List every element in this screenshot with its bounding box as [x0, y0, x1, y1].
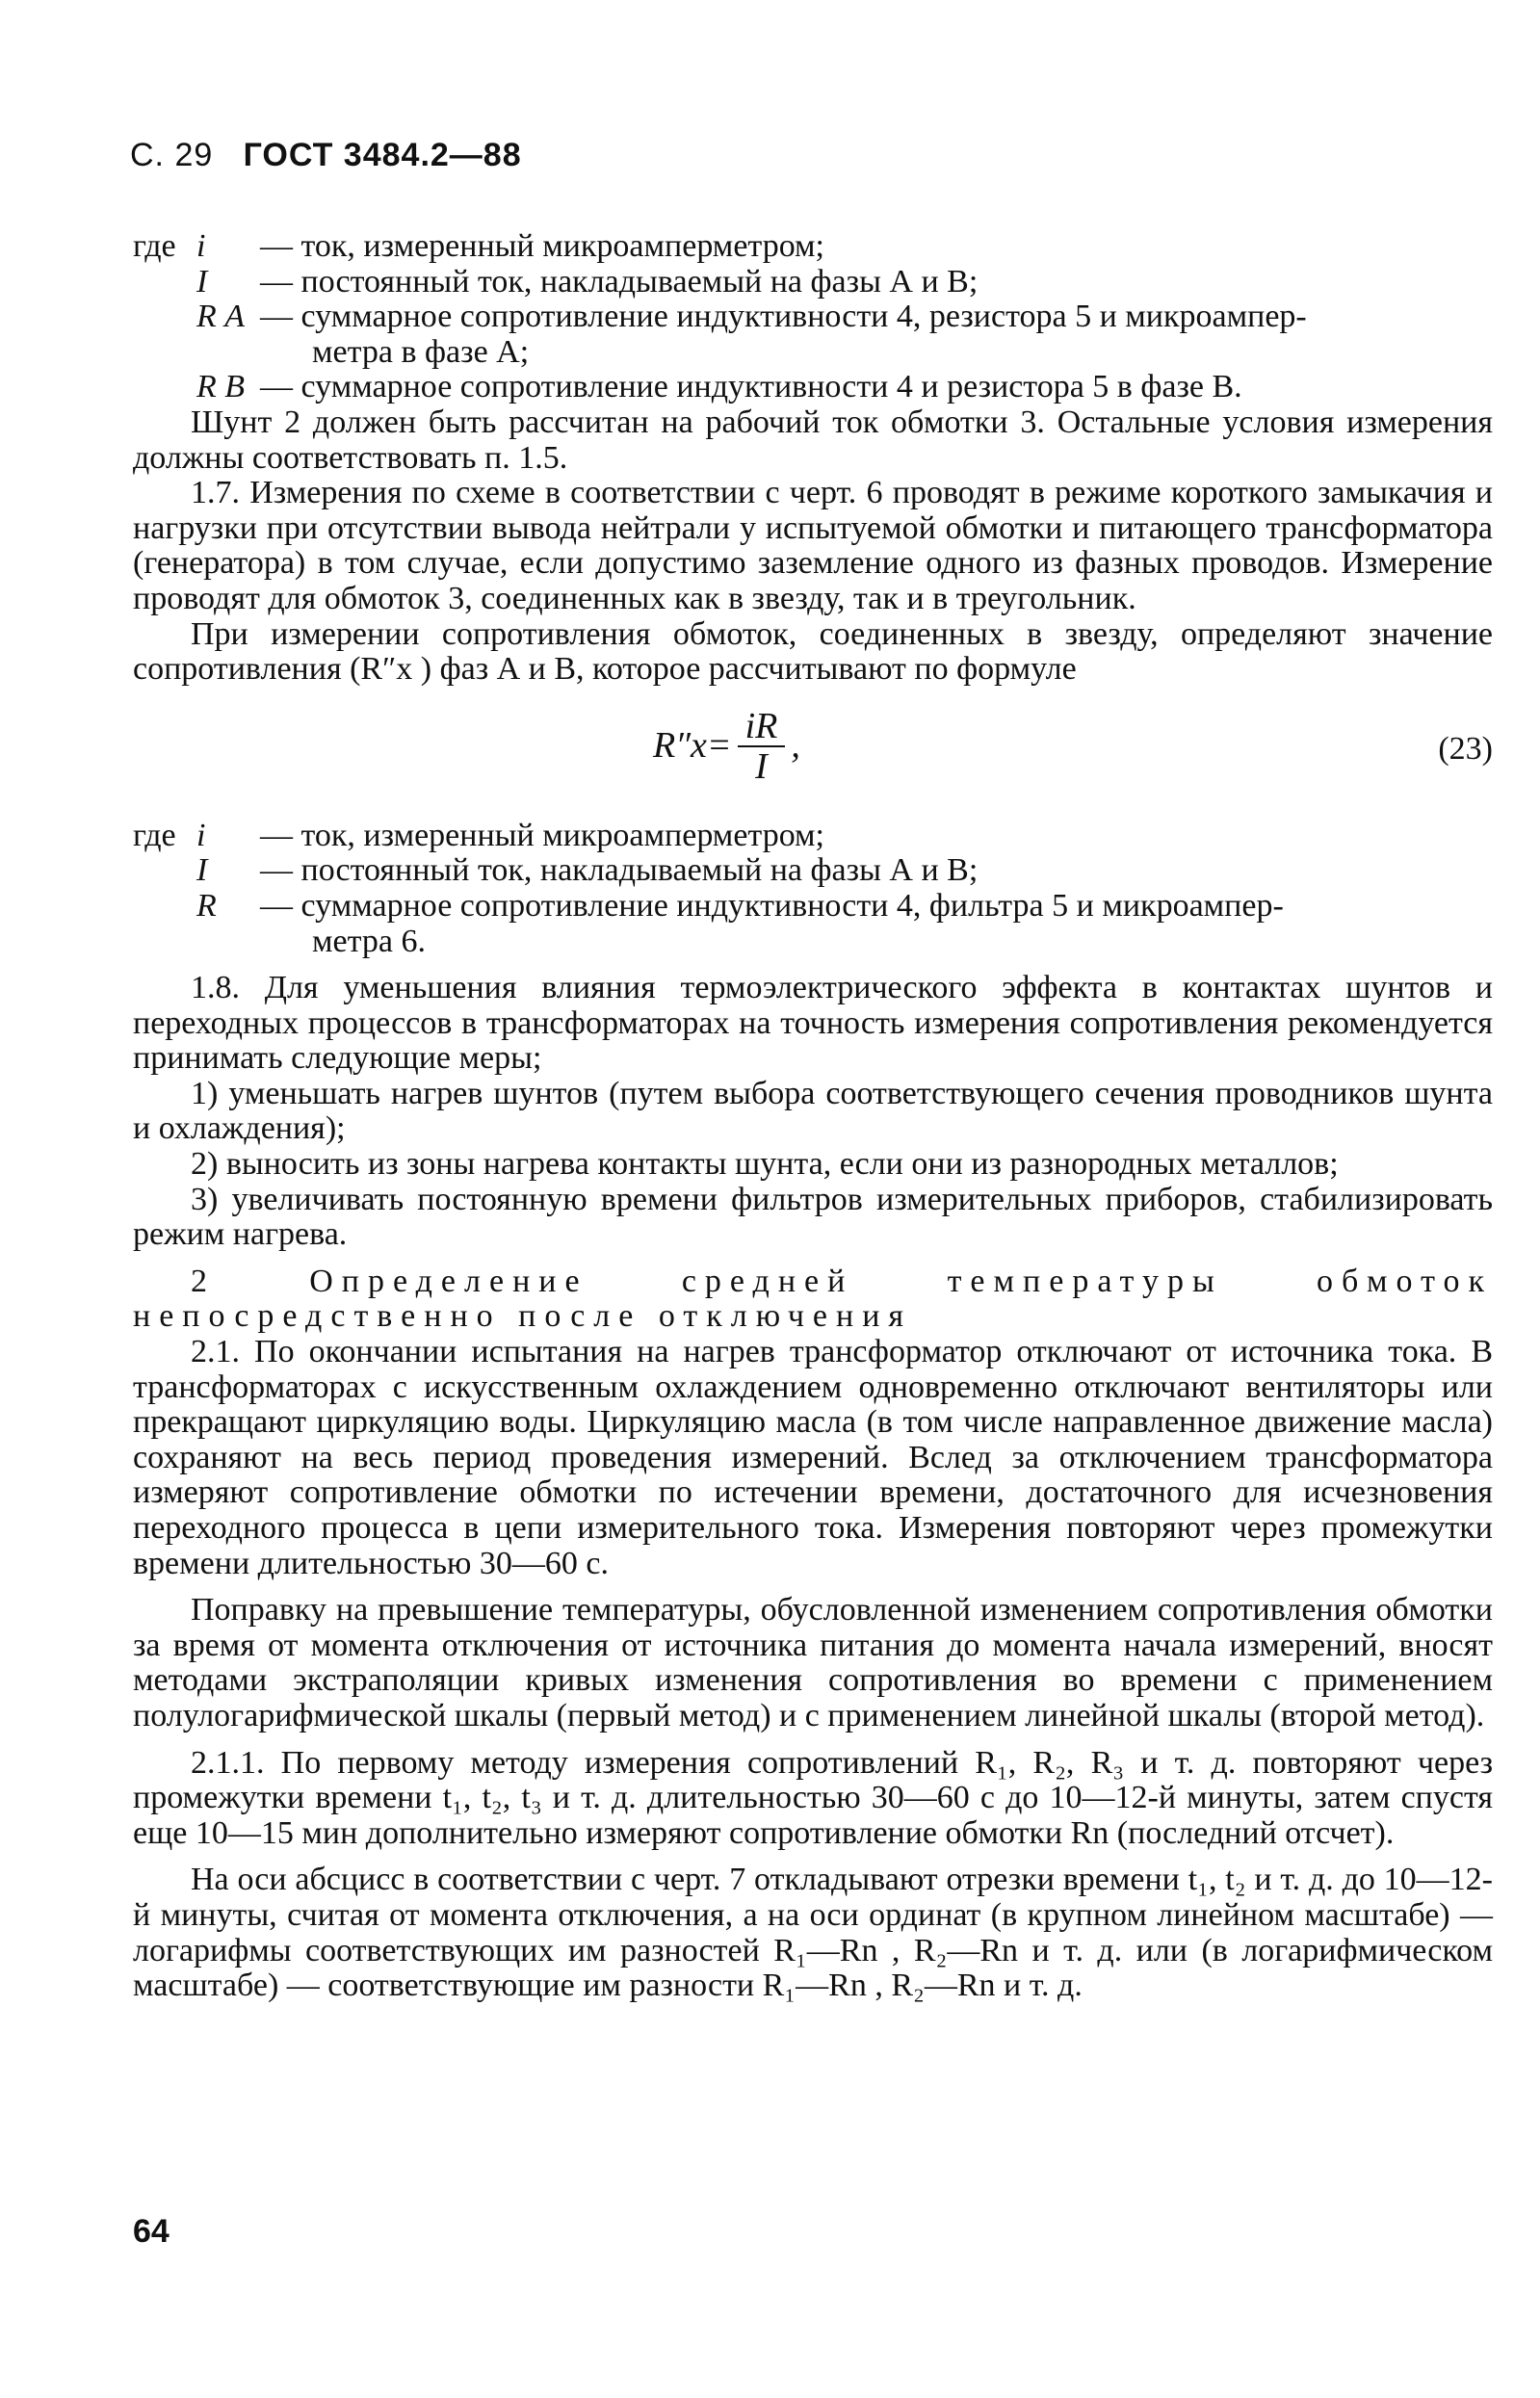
definition-text: — ток, измеренный микроамперметром;: [260, 817, 825, 853]
definition-row: [133, 889, 1493, 925]
definition-row: [133, 819, 1493, 854]
definition-text: метра 6.: [312, 923, 426, 959]
paragraph-correction: Поправку на превышение температуры, обусловленной изменением сопротивления обмотки за время от момента отключения от источника питания до момента начала измерений, вносят методами экстраполяции кривых изменения сопротивления во времени с применением полулогарифмической шкалы (первый метод) и с применением линейной шкалы (второй метод).: [133, 1592, 1493, 1733]
paragraph-2-1: 2.1. По окончании испытания на нагрев трансформатор отключают от источника тока. В трансформаторах с искусственным охлаждением одновременно отключают вентиляторы или прекращают циркуляцию воды. Циркуляцию масла (в том числе направленное движение масла) сохраняют на весь период проведения измерений. Вслед за отключением трансформатора измеряют сопротивление обмотки по истечении времени, достаточного для исчезновения переходного процесса в цепи измерительного тока. Измерения повторяют через промежутки времени длительностью 30—60 с.: [133, 1334, 1493, 1581]
definition-text: — суммарное сопротивление индуктивности 4, резистора 5 и микроампер-: [260, 299, 1307, 335]
list-item: 3) увеличивать постоянную времени фильтров измерительных приборов, стабилизировать режим нагрева.: [133, 1181, 1493, 1253]
definition-lead: где: [133, 228, 176, 264]
definition-row: [133, 925, 1493, 960]
definitions-list-1: [133, 229, 1493, 405]
list-item: 2) выносить из зоны нагрева контакты шунта, если они из разнородных металлов;: [191, 1146, 1339, 1183]
formula-denominator: I: [755, 745, 768, 787]
definition-symbol: i: [196, 228, 206, 264]
definition-lead: где: [133, 817, 176, 853]
definition-text: — суммарное сопротивление индуктивности 4 и резистора 5 в фазе В.: [260, 369, 1242, 405]
paragraph-star-connection: При измерении сопротивления обмоток, соединенных в звезду, определяют значение сопротивления (R″x ) фаз А и В, которое рассчитывают по формуле: [133, 615, 1493, 688]
definition-text: — суммарное сопротивление индуктивности 4, фильтра 5 и микроампер-: [260, 887, 1284, 924]
page-ref: С. 29: [130, 137, 214, 173]
formula-tail: ,: [791, 725, 800, 767]
definition-symbol: I: [196, 852, 208, 889]
formula-expression: [653, 707, 800, 786]
paragraph-1-8: 1.8. Для уменьшения влияния термоэлектрического эффекта в контактах шунтов и переходных процессов в трансформаторах на точность измерения сопротивления рекомендуется принимать следующие меры;: [133, 970, 1493, 1077]
definition-symbol: R А: [196, 299, 246, 335]
definition-row: [133, 335, 1493, 371]
definition-symbol: I: [196, 263, 208, 300]
formula-lhs: R″x=: [653, 725, 732, 767]
page-header: [130, 137, 522, 174]
formula-number: (23): [1438, 730, 1493, 767]
definition-row: [133, 370, 1493, 405]
definition-symbol: i: [196, 817, 206, 853]
paragraph-axis: На оси абсцисс в соответствии с черт. 7 откладывают отрезки времени t₁, t₂ и т. д. до 10—12-й минуты, считая от момента отключения, а на оси ординат (в крупном линейном масштабе) — логарифмы соответствующих им разностей R₁—Rn , R₂—Rn и т. д. или (в логарифмическом масштабе) — соответствующие им разности R₁—Rn , R₂—Rn и т. д.: [133, 1862, 1493, 2004]
formula-fraction: [738, 707, 786, 786]
section-heading-2: 2 Определение средней температуры обмоток непосредственно после отключения: [133, 1263, 1493, 1335]
document-body: [133, 229, 1493, 2004]
definition-text: — постоянный ток, накладываемый на фазы А и В;: [260, 852, 979, 889]
definitions-list-2: [133, 819, 1493, 959]
definition-text: метра в фазе А;: [312, 333, 530, 370]
definition-row: [133, 853, 1493, 889]
page-number: 64: [133, 2213, 170, 2250]
definition-text: — ток, измеренный микроамперметром;: [260, 228, 825, 264]
definition-row: [133, 229, 1493, 265]
definition-text: — постоянный ток, накладываемый на фазы А и В;: [260, 263, 979, 300]
paragraph-1-7: 1.7. Измерения по схеме в соответствии с черт. 6 проводят в режиме короткого замыкачия и нагрузки при отсутствии вывода нейтрали у испытуемой обмотки и питающего трансформатора (генератора) в том случае, если допустимо заземление одного из фазных проводов. Измерение проводят для обмоток 3, соединенных как в звезду, так и в треугольник.: [133, 475, 1493, 616]
formula-numerator: iR: [738, 707, 786, 747]
definition-symbol: R В: [196, 369, 246, 405]
formula-23: [133, 693, 1493, 819]
definition-symbol: R: [196, 887, 217, 924]
definition-row: [133, 265, 1493, 300]
list-item: 1) уменьшать нагрев шунтов (путем выбора соответствующего сечения проводников шунта и охлаждения);: [133, 1075, 1493, 1147]
paragraph-shunt: Шунт 2 должен быть рассчитан на рабочий ток обмотки 3. Остальные условия измерения должны соответствовать п. 1.5.: [133, 404, 1493, 476]
paragraph-2-1-1: 2.1.1. По первому методу измерения сопротивлений R₁, R₂, R₃ и т. д. повторяют через промежутки времени t₁, t₂, t₃ и т. д. длительностью 30—60 с до 10—12-й минуты, затем спустя еще 10—15 мин дополнительно измеряют сопротивление обмотки Rn (последний отсчет).: [133, 1744, 1493, 1851]
standard-title: ГОСТ 3484.2—88: [243, 137, 522, 173]
definition-row: [133, 300, 1493, 335]
